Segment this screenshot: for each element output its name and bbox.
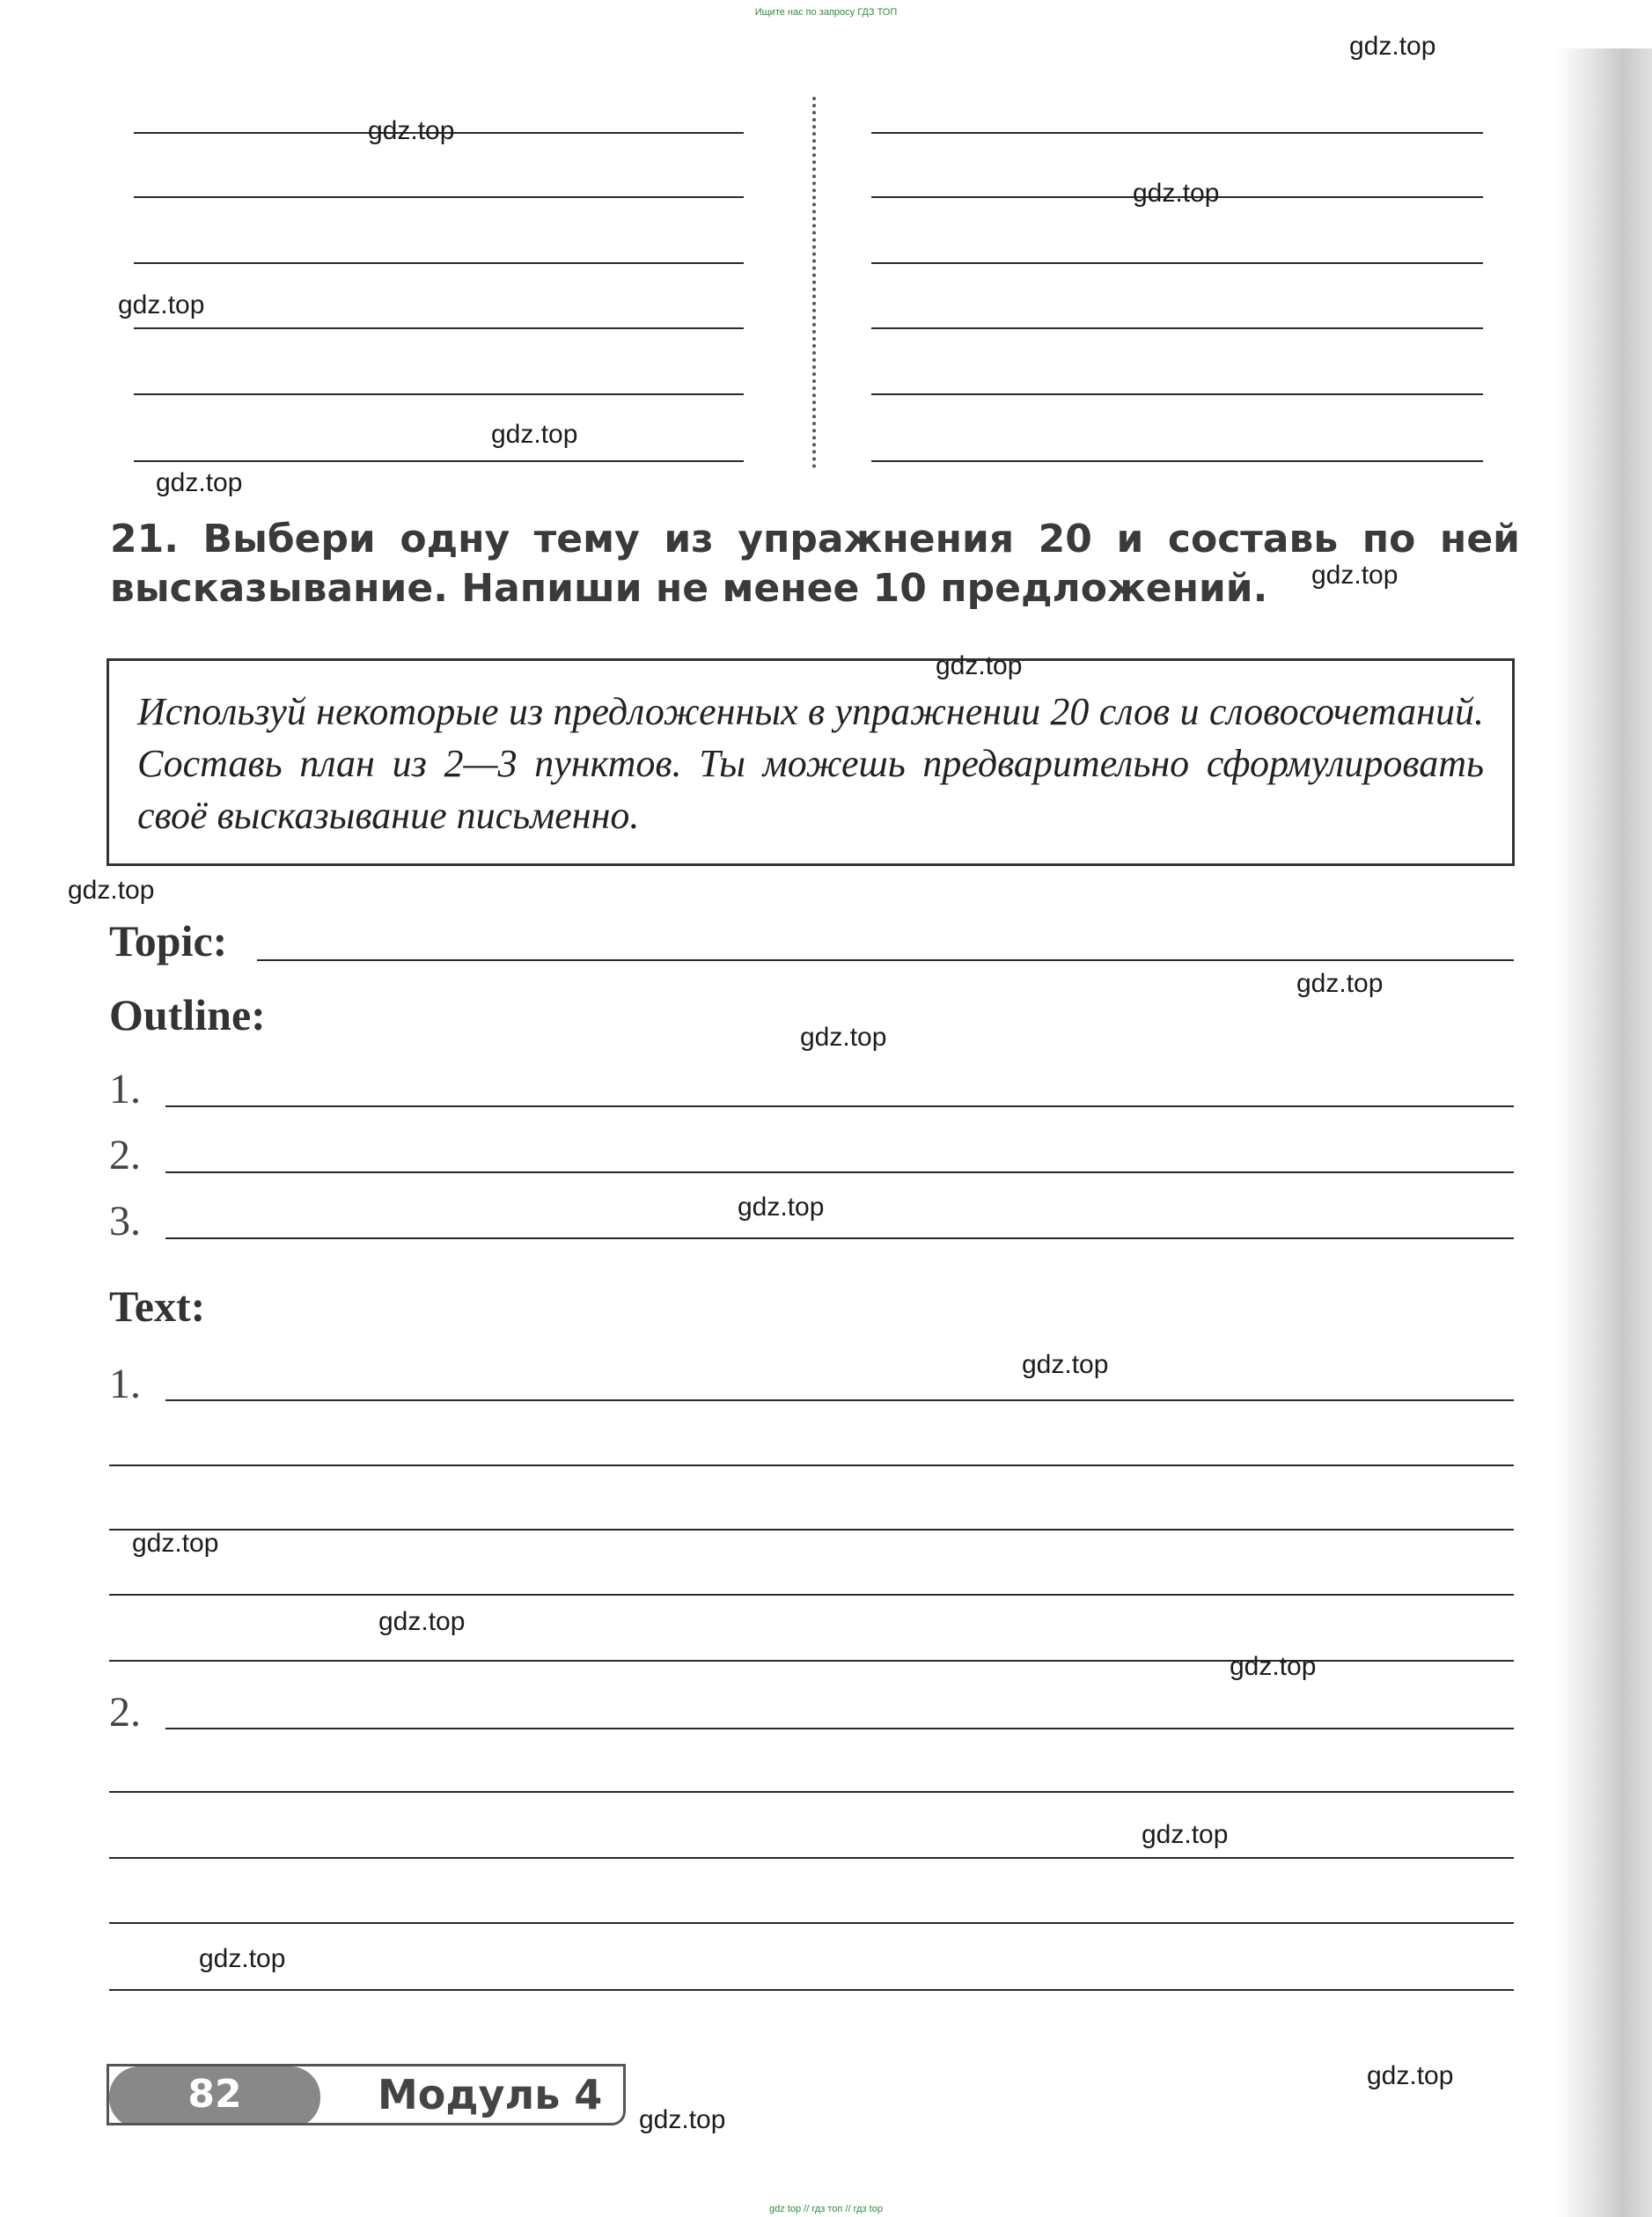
text-line[interactable] — [109, 1857, 1514, 1859]
outline-item-number: 2. — [109, 1132, 141, 1178]
task-21 — [110, 515, 1520, 613]
ruled-line — [134, 460, 744, 462]
watermark: gdz.top — [118, 290, 205, 319]
outline-item-number: 3. — [109, 1198, 141, 1244]
text-line[interactable] — [109, 1465, 1514, 1466]
ruled-line — [134, 327, 744, 329]
watermark: gdz.top — [1230, 1652, 1317, 1681]
outline-item-number: 1. — [109, 1066, 141, 1112]
watermark: gdz.top — [1022, 1350, 1109, 1379]
site-header-text: Ищите нас по запросу ГДЗ ТОП — [754, 7, 898, 18]
ruled-line — [871, 460, 1483, 462]
text-line[interactable] — [109, 1922, 1514, 1924]
topic-line[interactable] — [257, 959, 1514, 961]
text-line[interactable] — [109, 1529, 1514, 1531]
hint-box — [106, 658, 1515, 866]
ruled-line — [871, 327, 1483, 329]
ruled-line — [871, 262, 1483, 264]
watermark: gdz.top — [378, 1607, 466, 1636]
text-line[interactable] — [109, 1791, 1514, 1793]
hint-text: Используй некоторые из предложенных в упражнении 20 слов и словосочетаний. Составь план из 2—3 пунктов. Ты можешь предварительно сформулировать своё высказывание письменно. — [137, 690, 1484, 837]
outline-line[interactable] — [165, 1171, 1514, 1173]
watermark: gdz.top — [1296, 969, 1384, 998]
ruled-line — [871, 132, 1483, 134]
watermark: gdz.top — [1367, 2061, 1454, 2090]
outline-label: Outline: — [109, 990, 266, 1039]
text-line[interactable] — [165, 1728, 1514, 1729]
text-item-number: 1. — [109, 1361, 141, 1407]
text-line[interactable] — [109, 1594, 1514, 1596]
module-label: Модуль 4 — [378, 2071, 603, 2118]
task-number: 21. — [110, 517, 179, 562]
watermark: gdz.top — [156, 468, 243, 497]
page-edge-shadow — [1556, 48, 1652, 2217]
watermark: gdz.top — [738, 1193, 825, 1222]
text-line[interactable] — [165, 1399, 1514, 1401]
watermark: gdz.top — [1142, 1820, 1229, 1849]
column-divider — [812, 97, 816, 468]
topic-label: Topic: — [109, 916, 228, 965]
watermark: gdz.top — [1133, 179, 1220, 208]
ruled-line — [134, 262, 744, 264]
text-line[interactable] — [109, 1989, 1514, 1991]
watermark: gdz.top — [936, 651, 1023, 680]
ruled-line — [134, 393, 744, 395]
watermark: gdz.top — [639, 2105, 726, 2134]
watermark: gdz.top — [1311, 561, 1399, 590]
watermark: gdz.top — [68, 876, 155, 905]
site-footer-text: gdz top // гдз топ // гдз top — [769, 2204, 883, 2214]
ruled-line — [134, 196, 744, 198]
watermark: gdz.top — [491, 420, 578, 449]
outline-line[interactable] — [165, 1105, 1514, 1107]
watermark: gdz.top — [132, 1529, 219, 1558]
watermark: gdz.top — [368, 116, 455, 145]
watermark: gdz.top — [1349, 32, 1436, 61]
footer-page-tab — [106, 2064, 626, 2125]
page-number: 82 — [109, 2067, 320, 2125]
task-text: Выбери одну тему из упражнения 20 и составь по ней высказывание. Напиши не менее 10 предложений. — [110, 517, 1521, 611]
outline-line[interactable] — [165, 1237, 1514, 1239]
text-item-number: 2. — [109, 1689, 141, 1736]
ruled-line — [871, 393, 1483, 395]
watermark: gdz.top — [199, 1944, 286, 1973]
watermark: gdz.top — [800, 1023, 887, 1052]
text-label: Text: — [109, 1281, 206, 1331]
